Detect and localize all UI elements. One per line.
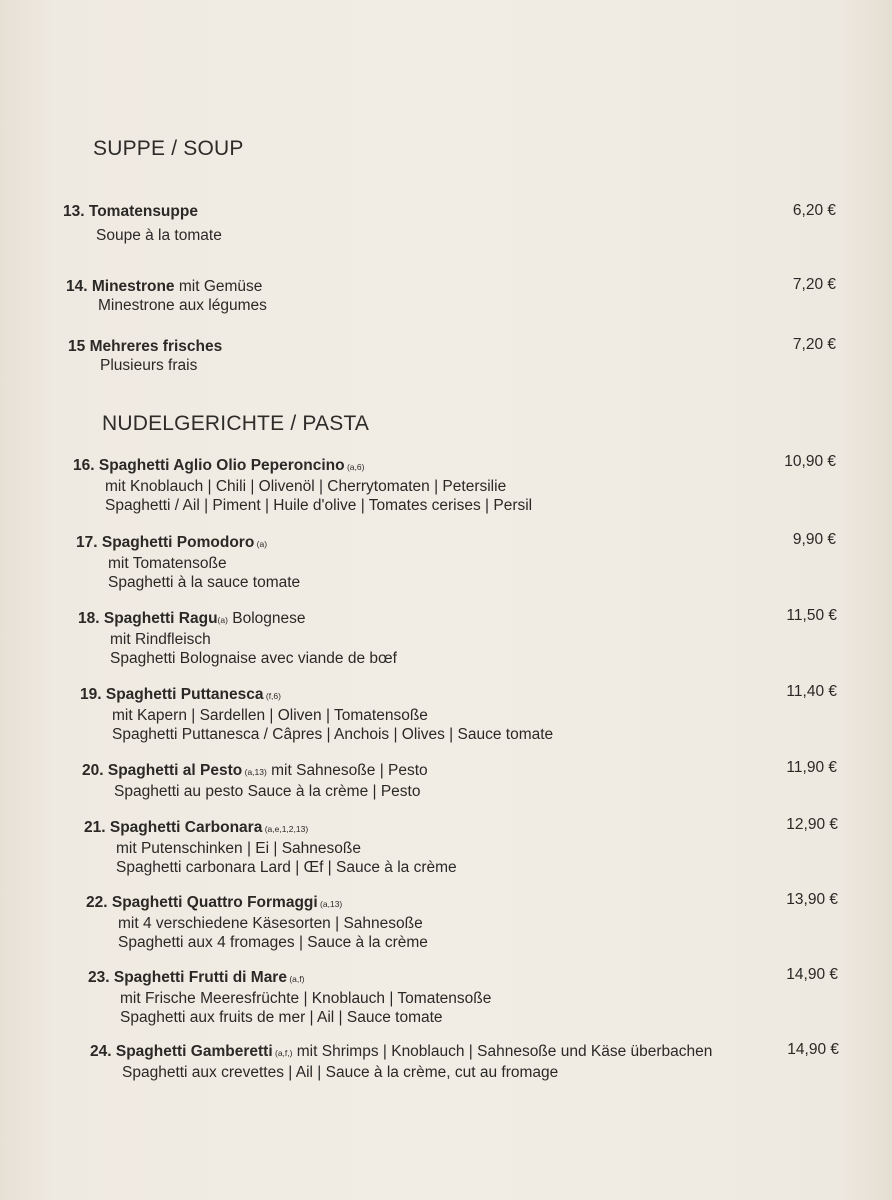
item-description: Spaghetti carbonara Lard | Œf | Sauce à la crème xyxy=(116,859,457,876)
item-number: 18. xyxy=(78,610,100,627)
item-description: Spaghetti aux 4 fromages | Sauce à la crème xyxy=(118,934,428,951)
allergen-codes: (a,e,1,2,13) xyxy=(262,824,309,834)
allergen-codes: (a,6) xyxy=(344,462,365,472)
item-number: 16. xyxy=(73,457,95,474)
item-description: mit Tomatensoße xyxy=(108,555,227,572)
menu-item xyxy=(73,456,532,515)
menu-item-heading xyxy=(82,761,428,782)
item-description: Minestrone aux légumes xyxy=(98,297,267,314)
allergen-codes: (a,13) xyxy=(242,767,267,777)
allergen-codes: (a,f) xyxy=(286,974,305,984)
item-name-extra: mit Sahnesoße | Pesto xyxy=(266,762,428,779)
item-price: 14,90 € xyxy=(787,1041,839,1058)
item-description: Soupe à la tomate xyxy=(96,227,222,244)
item-number: 22. xyxy=(86,894,108,911)
item-price: 7,20 € xyxy=(792,336,836,353)
allergen-codes: (a) xyxy=(254,539,268,549)
item-description: mit Kapern | Sardellen | Oliven | Tomatensoße xyxy=(112,707,428,724)
menu-item-heading xyxy=(73,456,532,477)
item-name: Mehreres frisches xyxy=(89,338,223,355)
menu-item xyxy=(86,893,428,952)
item-name: Tomatensuppe xyxy=(88,203,198,220)
menu-item-heading xyxy=(86,893,428,914)
item-number: 20. xyxy=(82,762,104,779)
item-price: 11,40 € xyxy=(786,683,837,700)
item-description: Spaghetti aux crevettes | Ail | Sauce à la crème, cut au fromage xyxy=(122,1064,559,1081)
item-name: Spaghetti Carbonara xyxy=(109,819,263,836)
item-name: Spaghetti al Pesto xyxy=(107,762,243,779)
item-name: Minestrone xyxy=(91,278,175,295)
section-title-pasta: NUDELGERICHTE / PASTA xyxy=(102,412,370,435)
menu-item-heading xyxy=(84,818,457,839)
menu-item xyxy=(68,337,222,375)
item-number: 17. xyxy=(76,534,98,551)
menu-item xyxy=(88,968,491,1027)
item-description: mit Knoblauch | Chili | Olivenöl | Cherrytomaten | Petersilie xyxy=(105,478,507,495)
item-description: mit Frische Meeresfrüchte | Knoblauch | Tomatensoße xyxy=(120,990,492,1007)
item-name-extra: Bolognese xyxy=(227,610,306,627)
menu-item-heading xyxy=(63,202,222,221)
menu-item xyxy=(84,818,457,877)
item-name: Spaghetti Puttanesca xyxy=(105,686,264,703)
menu-item-heading xyxy=(90,1042,712,1063)
menu-item-heading xyxy=(66,277,267,296)
item-description: Spaghetti Puttanesca / Câpres | Anchois | Olives | Sauce tomate xyxy=(112,726,554,743)
item-price: 11,90 € xyxy=(786,759,837,776)
menu-item-heading xyxy=(88,968,491,989)
item-price: 10,90 € xyxy=(784,453,836,470)
item-description: mit Rindfleisch xyxy=(110,631,211,648)
allergen-codes: (a,f,) xyxy=(272,1048,293,1058)
menu-item xyxy=(82,761,428,801)
item-name-extra: mit Gemüse xyxy=(174,278,263,295)
item-description: mit Putenschinken | Ei | Sahnesoße xyxy=(116,840,361,857)
menu-item xyxy=(66,277,267,315)
item-price: 13,90 € xyxy=(786,891,838,908)
item-price: 11,50 € xyxy=(786,607,837,624)
item-price: 9,90 € xyxy=(792,531,836,548)
menu-item-heading xyxy=(68,337,222,356)
allergen-codes: (a) xyxy=(217,615,228,625)
item-name: Spaghetti Pomodoro xyxy=(101,534,255,551)
item-number: 15 xyxy=(68,338,86,355)
item-number: 23. xyxy=(88,969,110,986)
item-number: 14. xyxy=(66,278,88,295)
item-price: 7,20 € xyxy=(792,276,836,293)
menu-item-heading xyxy=(80,685,553,706)
item-price: 12,90 € xyxy=(786,816,838,833)
item-description: Spaghetti Bolognaise avec viande de bœf xyxy=(110,650,397,667)
item-description: Spaghetti aux fruits de mer | Ail | Sauce tomate xyxy=(120,1009,443,1026)
menu-item xyxy=(76,533,300,592)
item-name: Spaghetti Frutti di Mare xyxy=(113,969,287,986)
item-number: 19. xyxy=(80,686,102,703)
item-name-extra: mit Shrimps | Knoblauch | Sahnesoße und Käse überbachen xyxy=(292,1043,713,1060)
item-number: 21. xyxy=(84,819,106,836)
item-description: Spaghetti à la sauce tomate xyxy=(108,574,301,591)
item-description: Spaghetti / Ail | Piment | Huile d'olive | Tomates cerises | Persil xyxy=(105,497,533,514)
allergen-codes: (a,13) xyxy=(317,899,343,909)
menu-item xyxy=(78,609,397,668)
item-name: Spaghetti Ragu xyxy=(103,610,218,627)
menu-item xyxy=(80,685,553,744)
item-description: Plusieurs frais xyxy=(100,357,198,374)
item-name: Spaghetti Aglio Olio Peperoncino xyxy=(98,457,345,474)
item-price: 14,90 € xyxy=(786,966,838,983)
item-name: Spaghetti Quattro Formaggi xyxy=(111,894,318,911)
section-title-soup: SUPPE / SOUP xyxy=(93,137,244,160)
menu-item-heading xyxy=(76,533,300,554)
item-description: mit 4 verschiedene Käsesorten | Sahnesoße xyxy=(118,915,423,932)
item-number: 13. xyxy=(63,203,85,220)
allergen-codes: (f,6) xyxy=(263,691,281,701)
menu-item-heading xyxy=(78,609,397,630)
menu-item xyxy=(63,202,222,245)
item-description: Spaghetti au pesto Sauce à la crème | Pesto xyxy=(114,783,421,800)
item-number: 24. xyxy=(90,1043,112,1060)
item-price: 6,20 € xyxy=(792,202,836,219)
item-name: Spaghetti Gamberetti xyxy=(115,1043,273,1060)
menu-item xyxy=(90,1042,712,1082)
